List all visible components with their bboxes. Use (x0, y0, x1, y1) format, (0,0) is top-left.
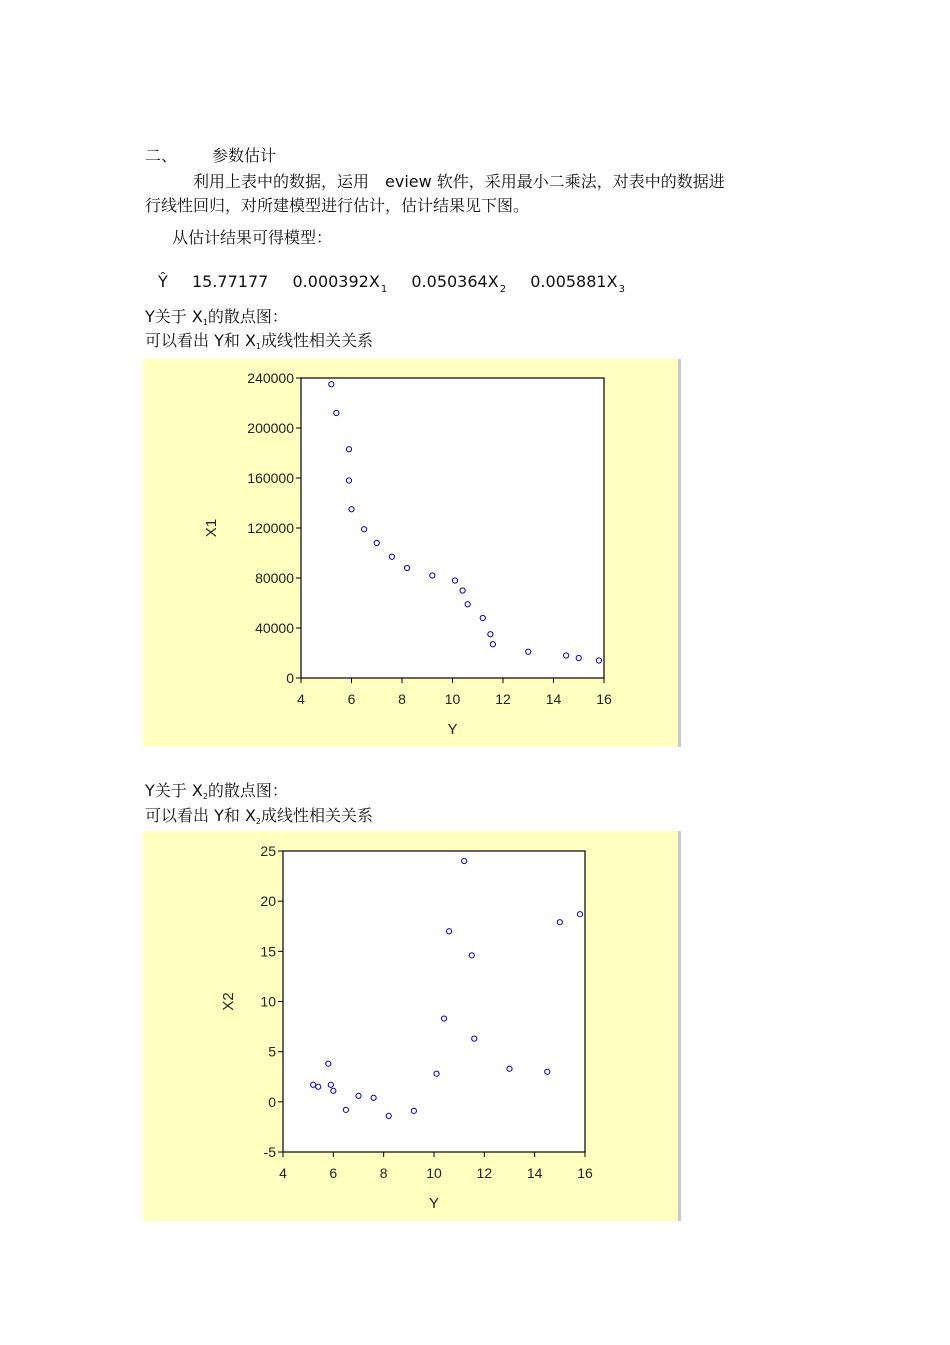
x-tick-label: 16 (577, 1165, 593, 1181)
x-tick-label: 12 (476, 1165, 493, 1181)
y-tick-label: 80000 (255, 570, 294, 586)
y-tick-label: 160000 (247, 470, 294, 486)
x-tick-label: 4 (279, 1165, 287, 1181)
x-tick-label: 8 (398, 691, 406, 707)
y-tick-label: 200000 (247, 420, 294, 436)
model-coef-2: 0.050364X (411, 272, 499, 291)
model-intercept: 15.77177 (191, 272, 269, 291)
x-tick-label: 14 (526, 1165, 543, 1181)
y-tick-label: 5 (268, 1043, 276, 1060)
model-sub-2: 2 (499, 284, 507, 295)
paragraph-1-line-2: 行线性回归，对所建模型进行估计，估计结果见下图。 (145, 196, 530, 215)
y-tick-label: 25 (260, 843, 276, 859)
scatter-panel-x2 (143, 831, 681, 1221)
plot-area (301, 378, 604, 678)
scatter-plot-x1 (143, 359, 678, 747)
y-tick-label: -5 (263, 1144, 276, 1160)
x-tick-label: 10 (444, 691, 461, 707)
paragraph-2: 从估计结果可得模型： (172, 228, 333, 247)
x-tick-label: 16 (596, 691, 612, 707)
x-tick-label: 8 (379, 1165, 388, 1181)
y-tick-label: 120000 (247, 520, 294, 536)
scatter-plot-x2 (143, 831, 678, 1221)
y-tick-label: 10 (260, 993, 276, 1010)
y-axis-title: X2 (220, 992, 237, 1011)
model-coef-1: 0.000392X (292, 272, 380, 291)
y-tick-label: 40000 (255, 620, 294, 636)
model-coef-3: 0.005881X (530, 272, 618, 291)
y-tick-label: 240000 (247, 370, 294, 386)
x-tick-label: 14 (545, 691, 562, 707)
section-title: 参数估计 (212, 146, 277, 165)
fig2-note: 可以看出 Y和 X2成线性相关关系 (145, 806, 374, 826)
paragraph-1-line-1: 利用上表中的数据，运用 eview 软件，采用最小二乘法，对表中的数据进 (193, 172, 725, 191)
model-lhs: Ŷ (158, 272, 168, 291)
scatter-panel-x1 (143, 359, 681, 747)
y-axis-title: X1 (203, 518, 220, 538)
x-tick-label: 12 (495, 691, 511, 707)
model-sub-1: 1 (380, 284, 388, 295)
model-equation (158, 272, 625, 295)
y-tick-label: 0 (286, 670, 294, 686)
model-sub-3: 3 (618, 284, 625, 295)
y-tick-label: 15 (260, 943, 276, 960)
x-tick-label: 6 (347, 691, 356, 707)
x-axis-title: Y (428, 1195, 440, 1212)
plot-area (283, 851, 585, 1152)
x-tick-label: 4 (297, 691, 305, 707)
y-tick-label: 20 (260, 893, 276, 910)
x-tick-label: 6 (329, 1165, 338, 1181)
fig1-note: 可以看出 Y和 X1成线性相关关系 (145, 331, 374, 351)
section-number: 二、 (145, 146, 178, 165)
x-axis-title: Y (447, 721, 458, 738)
x-tick-label: 10 (426, 1165, 442, 1181)
y-tick-label: 0 (268, 1093, 276, 1110)
fig1-caption: Y关于 X1的散点图： (145, 307, 288, 327)
fig2-caption: Y关于 X2的散点图： (145, 781, 288, 801)
